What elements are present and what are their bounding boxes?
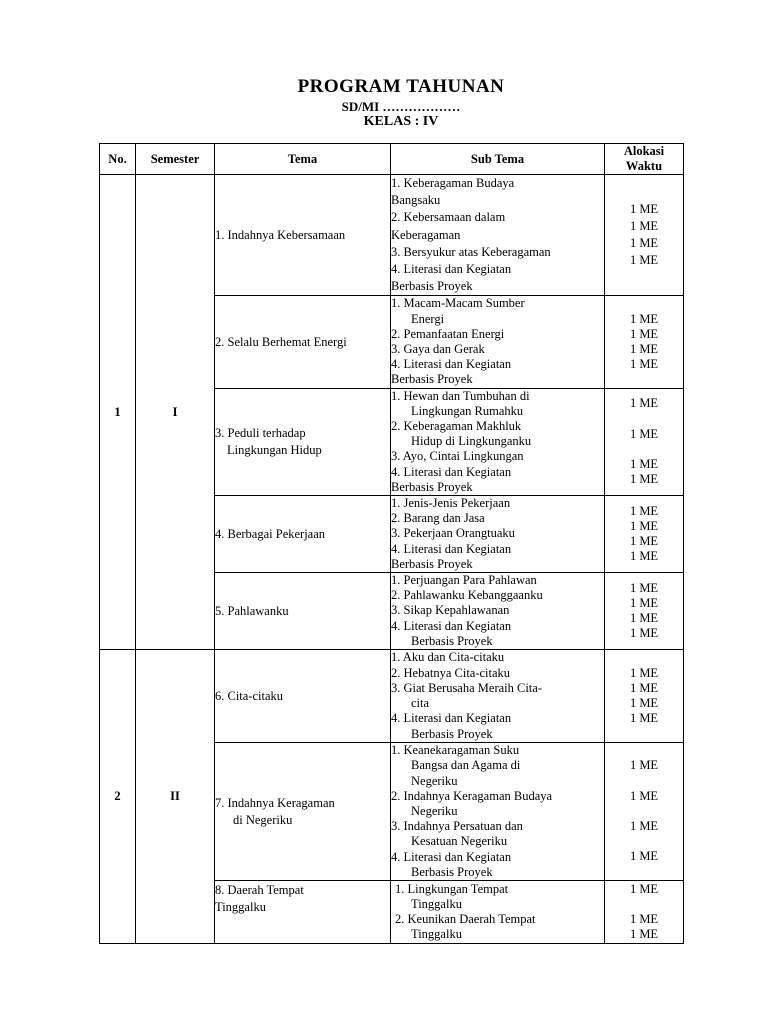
sub-tema-cell (391, 573, 605, 650)
table-row (100, 650, 684, 743)
annual-program-table (99, 143, 684, 944)
alokasi-value: 1 ME (629, 665, 659, 680)
sub-tema-line: Bangsaku (391, 193, 441, 208)
sub-tema-line: 1. Jenis-Jenis Pekerjaan (391, 496, 511, 511)
alokasi-value: 1 ME (629, 696, 659, 711)
header-tema: Tema (215, 144, 391, 175)
alokasi-value: 1 ME (629, 357, 659, 372)
alokasi-spacer (605, 774, 683, 789)
alokasi-cell (605, 175, 684, 296)
header-no: No. (100, 144, 136, 175)
alokasi-value: 1 ME (629, 426, 659, 441)
alokasi-spacer (605, 834, 683, 849)
tema-text: 2. Selalu Berhemat Energi (215, 334, 347, 349)
sub-tema-line: 4. Literasi dan Kegiatan (391, 464, 512, 479)
sub-tema-line: Hidup di Lingkunganku (411, 434, 532, 449)
alokasi-value: 1 ME (629, 680, 659, 695)
sub-tema-line: 3. Pekerjaan Orangtuaku (391, 526, 515, 541)
header-sub-tema: Sub Tema (391, 144, 605, 175)
sub-tema-line: 2. Keberagaman Makhluk (391, 419, 522, 434)
alokasi-cell (605, 650, 684, 743)
sub-tema-line: 4. Literasi dan Kegiatan (391, 849, 512, 864)
sub-tema-line: 2. Keunikan Daerah Tempat (395, 911, 536, 926)
sub-tema-cell (391, 388, 605, 495)
sub-tema-line: 3. Gaya dan Gerak (391, 342, 485, 357)
semester-cell: I (136, 175, 215, 650)
alokasi-cell (605, 496, 684, 573)
sub-tema-line: 2. Pahlawanku Kebanggaanku (391, 588, 543, 603)
sub-tema-line: 4. Literasi dan Kegiatan (391, 357, 512, 372)
tema-cell (215, 296, 391, 388)
sub-tema-line: Negeriku (411, 773, 458, 788)
alokasi-cell (605, 573, 684, 650)
alokasi-value: 1 ME (629, 342, 659, 357)
sub-tema-cell (391, 175, 605, 296)
alokasi-value: 1 ME (629, 788, 659, 803)
alokasi-value: 1 ME (629, 472, 659, 487)
sub-tema-line: Berbasis Proyek (411, 633, 493, 648)
tema-text: 6. Cita-citaku (215, 688, 284, 703)
sub-tema-line: Negeriku (411, 803, 458, 818)
sub-tema-line: Tinggalku (411, 896, 462, 911)
tema-text: 1. Indahnya Kebersamaan (215, 227, 346, 242)
sub-tema-line: Bangsa dan Agama di (411, 758, 521, 773)
sub-tema-line: 4. Literasi dan Kegiatan (391, 541, 512, 556)
sub-tema-cell (391, 650, 605, 743)
alokasi-spacer (605, 411, 683, 426)
school-line: SD/MI ……………… (341, 99, 461, 114)
alokasi-cell (605, 880, 684, 943)
alokasi-value: 1 ME (629, 758, 659, 773)
sub-tema-line: 3. Indahnya Persatuan dan (391, 819, 523, 834)
sub-tema-line: Lingkungan Rumahku (411, 403, 524, 418)
tema-text: 4. Berbagai Pekerjaan (215, 526, 326, 541)
alokasi-value: 1 ME (629, 549, 659, 564)
sub-tema-line: Energi (411, 311, 445, 326)
alokasi-value: 1 ME (629, 253, 659, 268)
alokasi-value: 1 ME (629, 927, 659, 942)
alokasi-value: 1 ME (629, 911, 659, 926)
row-number: 1 (100, 175, 136, 650)
sub-tema-line: 1. Macam-Macam Sumber (391, 296, 525, 311)
sub-tema-line: 1. Keberagaman Budaya (391, 176, 515, 190)
alokasi-spacer (605, 804, 683, 819)
sub-tema-line: Berbasis Proyek (391, 372, 473, 387)
class-line: KELAS : IV (363, 114, 439, 129)
sub-tema-line: Kesatuan Negeriku (411, 834, 508, 849)
sub-tema-line: 2. Barang dan Jasa (391, 511, 485, 526)
alokasi-value: 1 ME (629, 311, 659, 326)
alokasi-value: 1 ME (629, 201, 659, 216)
sub-tema-line: Berbasis Proyek (411, 864, 493, 879)
alokasi-value: 1 ME (629, 326, 659, 341)
sub-tema-cell (391, 880, 605, 943)
tema-text: Lingkungan Hidup (227, 442, 322, 457)
tema-text: 8. Daerah Tempat (215, 882, 304, 897)
tema-text: Tinggalku (215, 899, 266, 914)
header-alokasi-waktu (605, 144, 684, 175)
alokasi-value: 1 ME (629, 849, 659, 864)
sub-tema-line: Berbasis Proyek (411, 726, 493, 741)
alokasi-value: 1 ME (629, 819, 659, 834)
alokasi-spacer (605, 442, 683, 457)
sub-tema-line: 1. Lingkungan Tempat (395, 881, 509, 896)
tema-text: 5. Pahlawanku (215, 603, 289, 618)
sub-tema-line: 1. Keanekaragaman Suku (391, 743, 520, 758)
tema-text: di Negeriku (233, 812, 293, 827)
tema-cell (215, 175, 391, 296)
alokasi-value: 1 ME (629, 236, 659, 251)
sub-tema-line: Keberagaman (391, 227, 461, 242)
sub-tema-line: Berbasis Proyek (391, 556, 473, 571)
header-waktu: Waktu (625, 159, 663, 173)
alokasi-spacer (605, 897, 683, 912)
sub-tema-line: 4. Literasi dan Kegiatan (391, 711, 512, 726)
sub-tema-cell (391, 496, 605, 573)
sub-tema-line: 2. Indahnya Keragaman Budaya (391, 788, 553, 803)
tema-cell (215, 388, 391, 495)
sub-tema-line: cita (411, 696, 430, 711)
alokasi-cell (605, 296, 684, 388)
tema-cell (215, 743, 391, 881)
row-number: 2 (100, 650, 136, 944)
sub-tema-line: 2. Pemanfaatan Energi (391, 326, 505, 341)
sub-tema-line: 1. Perjuangan Para Pahlawan (391, 573, 537, 588)
document-title: PROGRAM TAHUNAN (297, 76, 505, 97)
sub-tema-cell (391, 743, 605, 881)
header-alokasi: Alokasi (623, 144, 665, 158)
sub-tema-cell (391, 296, 605, 388)
alokasi-value: 1 ME (629, 219, 659, 234)
sub-tema-line: 3. Sikap Kepahlawanan (391, 603, 510, 618)
alokasi-value: 1 ME (629, 580, 659, 595)
alokasi-value: 1 ME (629, 534, 659, 549)
alokasi-value: 1 ME (629, 518, 659, 533)
alokasi-cell (605, 388, 684, 495)
sub-tema-line: 3. Giat Berusaha Meraih Cita- (391, 680, 542, 695)
sub-tema-line: 1. Hewan dan Tumbuhan di (391, 388, 530, 403)
alokasi-value: 1 ME (629, 457, 659, 472)
alokasi-value: 1 ME (629, 503, 659, 518)
sub-tema-line: 2. Hebatnya Cita-citaku (391, 665, 511, 680)
tema-cell (215, 573, 391, 650)
sub-tema-line: 2. Kebersamaan dalam (391, 210, 506, 225)
alokasi-value: 1 ME (629, 626, 659, 641)
tema-cell (215, 880, 391, 943)
sub-tema-line: 4. Literasi dan Kegiatan (391, 262, 512, 277)
sub-tema-line: 4. Literasi dan Kegiatan (391, 618, 512, 633)
tema-text: 7. Indahnya Keragaman (215, 795, 335, 810)
table-header-row (100, 144, 684, 175)
semester-cell: II (136, 650, 215, 944)
alokasi-value: 1 ME (629, 396, 659, 411)
alokasi-value: 1 ME (629, 595, 659, 610)
sub-tema-line: 1. Aku dan Cita-citaku (391, 650, 505, 665)
alokasi-value: 1 ME (629, 881, 659, 896)
alokasi-value: 1 ME (629, 611, 659, 626)
sub-tema-line: 3. Ayo, Cintai Lingkungan (391, 449, 524, 464)
alokasi-value: 1 ME (629, 711, 659, 726)
tema-text: 3. Peduli terhadap (215, 425, 306, 440)
tema-cell (215, 650, 391, 743)
tema-cell (215, 496, 391, 573)
alokasi-cell (605, 743, 684, 881)
header-semester: Semester (136, 144, 215, 175)
sub-tema-line: Tinggalku (411, 927, 462, 942)
sub-tema-line: Berbasis Proyek (391, 479, 473, 494)
sub-tema-line: Berbasis Proyek (391, 279, 473, 294)
table-row (100, 175, 684, 296)
sub-tema-line: 3. Bersyukur atas Keberagaman (391, 244, 551, 259)
